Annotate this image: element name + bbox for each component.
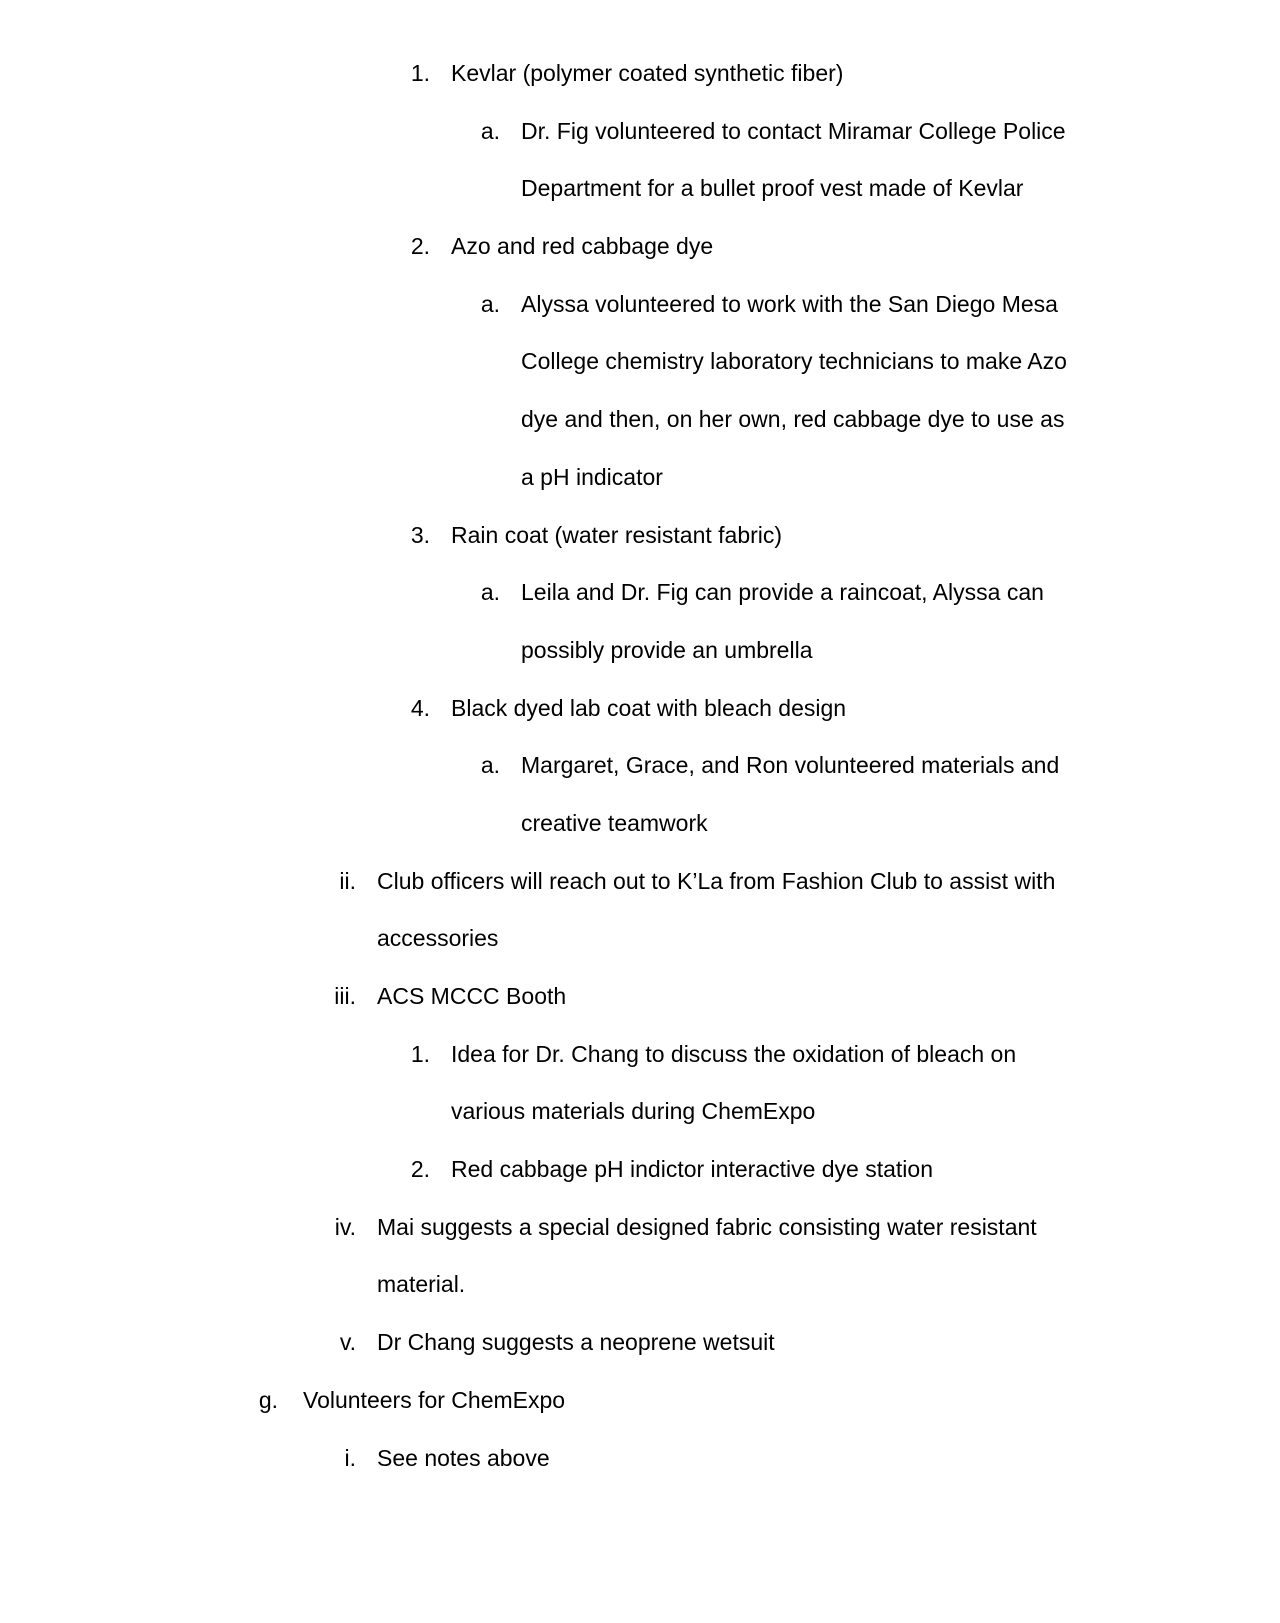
- list-item-line: Azo and red cabbage dye: [451, 233, 714, 260]
- list-item-line: Club officers will reach out to K’La from Fashion Club to assist with: [377, 867, 1056, 894]
- list-item: [0, 1430, 1280, 1488]
- list-item: [0, 45, 1280, 103]
- list-item: [0, 737, 1280, 852]
- list-item-line: Kevlar (polymer coated synthetic fiber): [451, 60, 844, 86]
- list-marker: ii.: [339, 867, 356, 894]
- list-item: [0, 507, 1280, 565]
- list-item-line: Black dyed lab coat with bleach design: [451, 694, 847, 721]
- list-item: [0, 1199, 1280, 1314]
- list-marker: v.: [339, 1329, 356, 1356]
- list-marker: 2.: [410, 233, 430, 260]
- list-marker: 2.: [410, 1156, 430, 1183]
- list-item: [0, 103, 1280, 218]
- list-item-line: creative teamwork: [521, 809, 708, 836]
- list-item-line: Red cabbage pH indictor interactive dye station: [451, 1156, 934, 1183]
- list-marker: i.: [344, 1444, 356, 1471]
- list-item-line: Dr. Fig volunteered to contact Miramar College Police: [521, 117, 1066, 144]
- list-item: [0, 276, 1280, 507]
- list-item: [0, 1141, 1280, 1199]
- list-item-line: Volunteers for ChemExpo: [303, 1386, 566, 1413]
- list-item-line: See notes above: [377, 1444, 550, 1471]
- list-item-line: various materials during ChemExpo: [451, 1098, 816, 1125]
- list-item: [0, 1372, 1280, 1430]
- list-marker: a.: [480, 752, 500, 779]
- list-item: [0, 680, 1280, 738]
- list-marker: iv.: [334, 1213, 356, 1240]
- list-item: [0, 968, 1280, 1026]
- list-item-line: a pH indicator: [521, 463, 663, 490]
- list-item: [0, 218, 1280, 276]
- list-item-line: Department for a bullet proof vest made of Kevlar: [521, 175, 1024, 202]
- list-item-line: Leila and Dr. Fig can provide a raincoat, Alyssa can: [521, 579, 1044, 606]
- list-item-line: Idea for Dr. Chang to discuss the oxidation of bleach on: [451, 1040, 1017, 1067]
- list-item-line: College chemistry laboratory technicians to make Azo: [521, 348, 1067, 375]
- list-item-line: Dr Chang suggests a neoprene wetsuit: [377, 1329, 775, 1356]
- list-item: [0, 564, 1280, 679]
- list-item: [0, 853, 1280, 968]
- list-marker: 3.: [410, 521, 430, 548]
- list-marker: 4.: [410, 694, 430, 721]
- list-marker: a.: [480, 579, 500, 606]
- list-item-line: dye and then, on her own, red cabbage dye to use as: [521, 406, 1065, 433]
- list-marker: 1.: [410, 1040, 430, 1067]
- list-marker: iii.: [334, 983, 356, 1009]
- list-marker: a.: [480, 290, 500, 317]
- list-item-line: Mai suggests a special designed fabric consisting water resistant: [377, 1213, 1037, 1240]
- list-item-line: Alyssa volunteered to work with the San Diego Mesa: [521, 290, 1058, 317]
- list-item-line: ACS MCCC Booth: [377, 983, 567, 1009]
- list-item-line: accessories: [377, 925, 499, 952]
- list-marker: 1.: [410, 60, 430, 86]
- list-item-line: material.: [377, 1271, 466, 1298]
- list-item: [0, 1026, 1280, 1141]
- list-item-line: Margaret, Grace, and Ron volunteered materials and: [521, 752, 1060, 779]
- list-item: [0, 1314, 1280, 1372]
- list-item-line: Rain coat (water resistant fabric): [451, 521, 783, 548]
- list-marker: g.: [258, 1386, 278, 1413]
- list-marker: a.: [480, 117, 500, 144]
- list-item-line: possibly provide an umbrella: [521, 636, 813, 663]
